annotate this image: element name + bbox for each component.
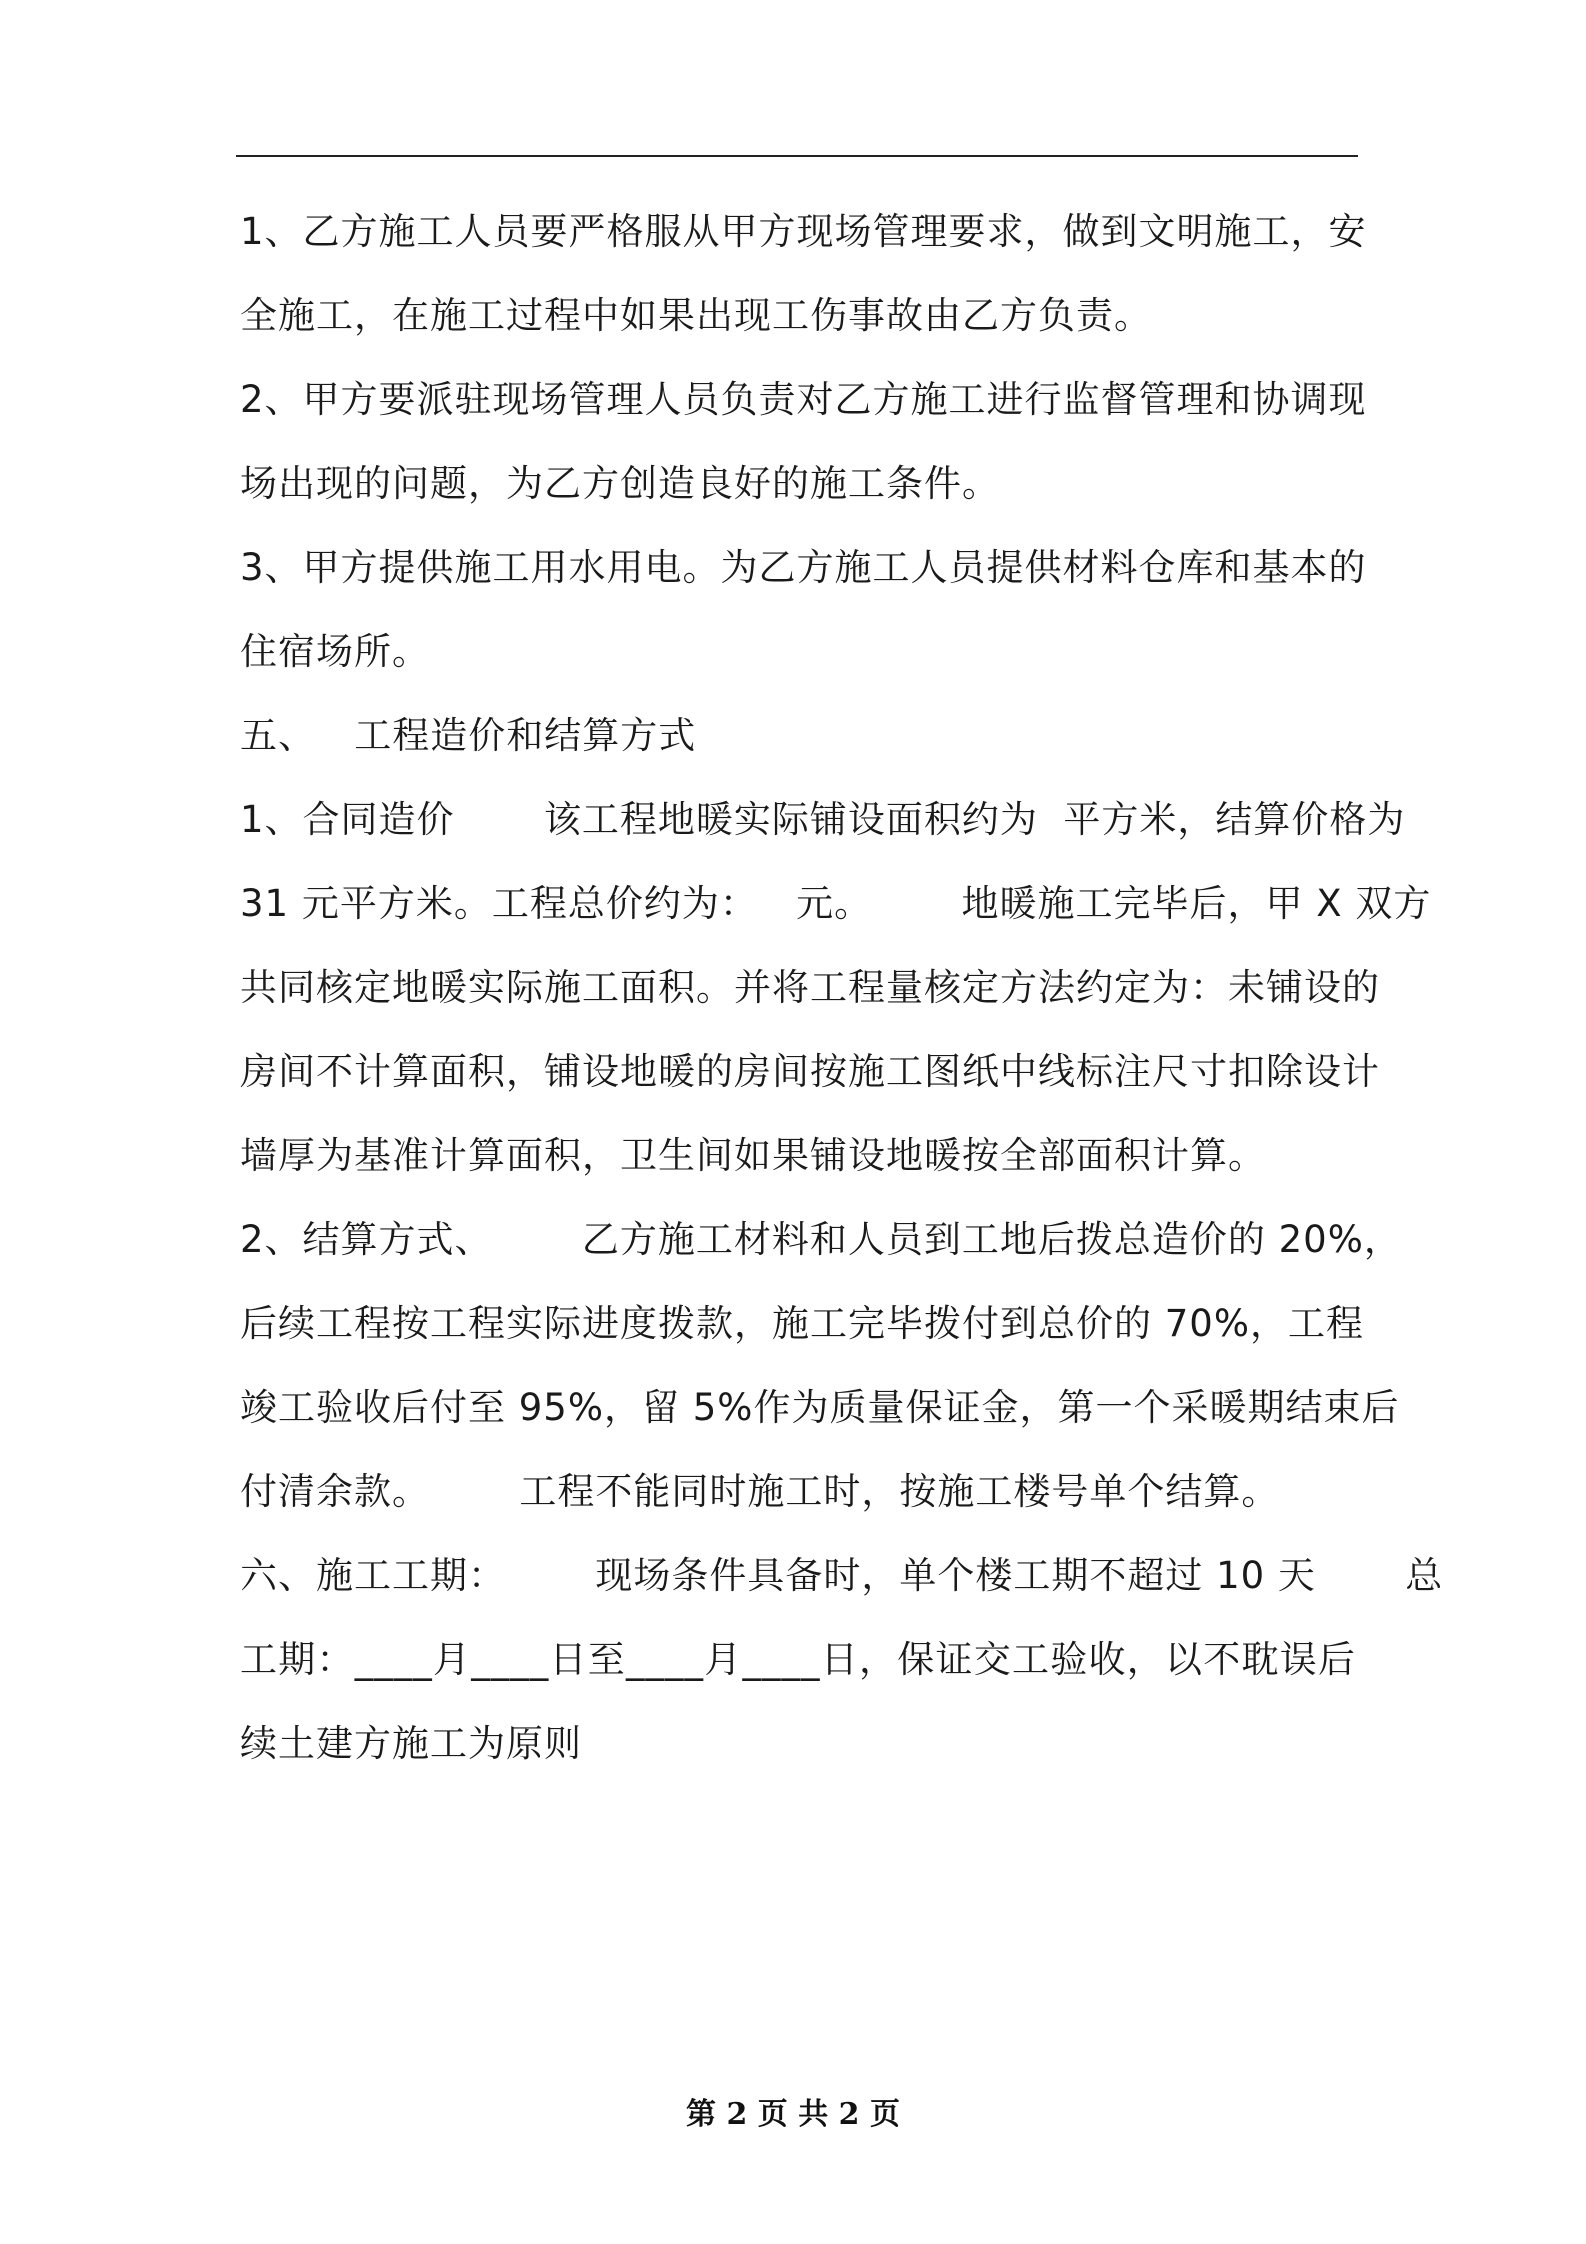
text-line: 3、甲方提供施工用水用电。为乙方施工人员提供材料仓库和基本的 (240, 546, 1367, 589)
text-line: 墙厚为基准计算面积，卫生间如果铺设地暖按全部面积计算。 (240, 1134, 1266, 1177)
text-line: 房间不计算面积，铺设地暖的房间按施工图纸中线标注尺寸扣除设计 (240, 1050, 1380, 1093)
text-line: 场出现的问题，为乙方创造良好的施工条件。 (240, 462, 1000, 505)
text-line: 住宿场所。 (240, 630, 430, 673)
header-rule (236, 155, 1358, 157)
text-line: 31 元平方米。工程总价约为： 元。 地暖施工完毕后，甲 X 双方 (240, 882, 1432, 925)
text-line: 2、甲方要派驻现场管理人员负责对乙方施工进行监督管理和协调现 (240, 378, 1367, 421)
text-line: 1、乙方施工人员要严格服从甲方现场管理要求，做到文明施工，安 (240, 210, 1367, 253)
text-line: 全施工，在施工过程中如果出现工伤事故由乙方负责。 (240, 294, 1152, 337)
document-body (240, 190, 1444, 1786)
text-line: 共同核定地暖实际施工面积。并将工程量核定方法约定为：未铺设的 (240, 966, 1380, 1009)
text-line: 工期：____月____日至____月____日，保证交工验收，以不耽误后 (240, 1638, 1356, 1681)
text-line: 竣工验收后付至 95%，留 5%作为质量保证金，第一个采暖期结束后 (240, 1386, 1400, 1429)
text-line: 2、结算方式、 乙方施工材料和人员到工地后拨总造价的 20%， (240, 1218, 1402, 1261)
page-number-footer: 第 2 页 共 2 页 (686, 2097, 900, 2132)
text-line: 付清余款。 工程不能同时施工时，按施工楼号单个结算。 (240, 1470, 1280, 1513)
text-line: 1、合同造价 该工程地暖实际铺设面积约为 平方米，结算价格为 (240, 798, 1406, 841)
text-line: 后续工程按工程实际进度拨款，施工完毕拨付到总价的 70%，工程 (240, 1302, 1364, 1345)
text-line: 六、施工工期： 现场条件具备时，单个楼工期不超过 10 天 总 (240, 1554, 1444, 1597)
section-heading: 五、 工程造价和结算方式 (240, 714, 697, 757)
text-line: 续土建方施工为原则 (240, 1722, 582, 1765)
